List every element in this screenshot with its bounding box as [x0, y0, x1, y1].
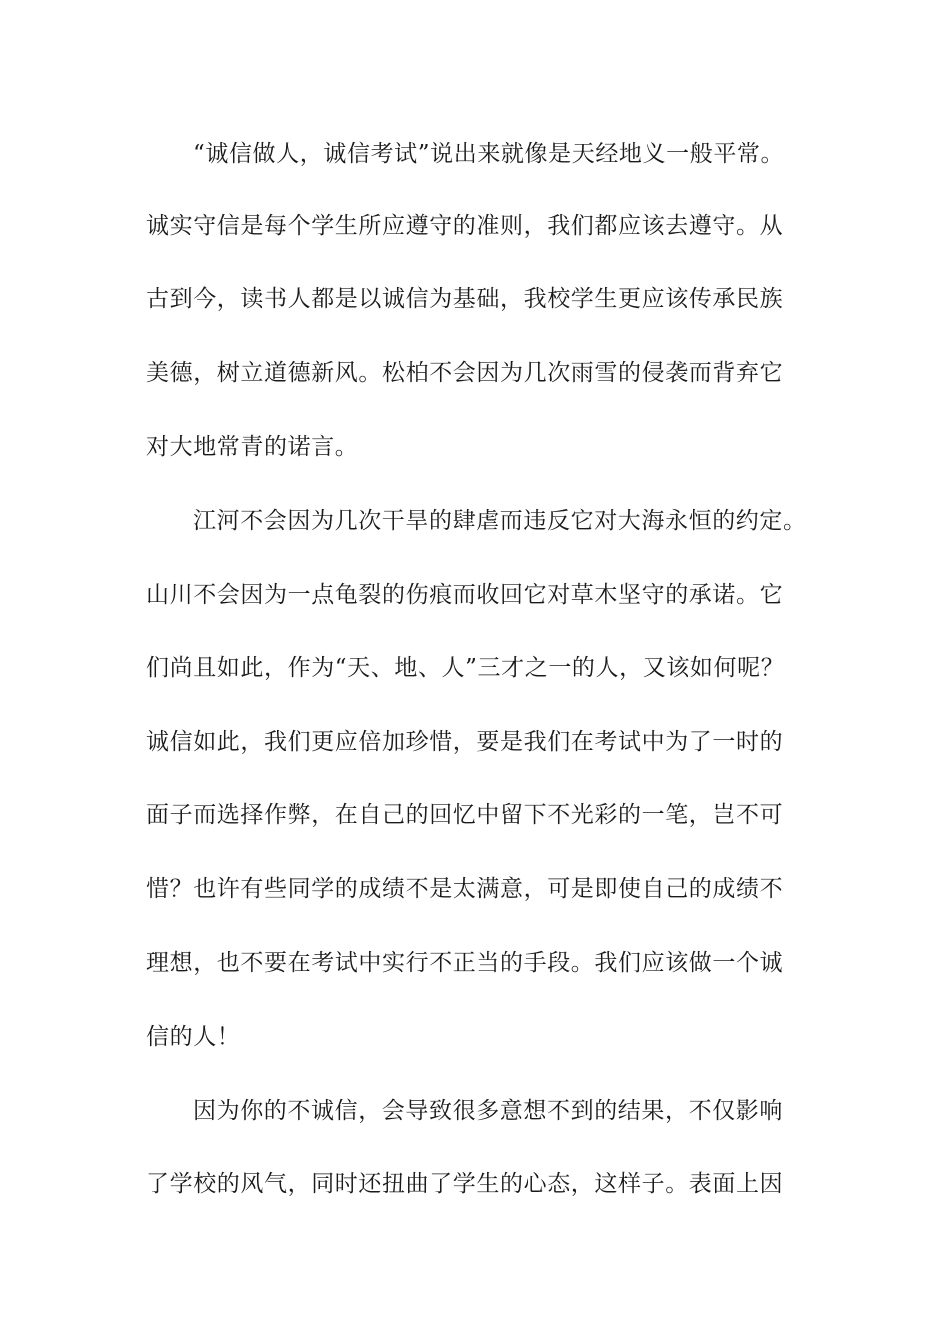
paragraph-2-line-2: 山川不会因为一点龟裂的伤痕而收回它对草木坚守的承诺。它: [146, 582, 784, 608]
paragraph-2-line-8: 信的人！: [146, 1024, 241, 1050]
paragraph-2-line-5: 面子而选择作弊，在自己的回忆中留下不光彩的一笔，岂不可: [146, 802, 784, 828]
paragraph-1-line-5: 对大地常青的诺言。: [146, 434, 359, 460]
paragraph-1-line-3: 古到今，读书人都是以诚信为基础，我校学生更应该传承民族: [146, 286, 784, 312]
paragraph-3-line-1: 因为你的不诚信，会导致很多意想不到的结果，不仅影响: [193, 1098, 783, 1124]
paragraph-2-line-6: 惜？也许有些同学的成绩不是太满意，可是即使自己的成绩不: [146, 876, 784, 902]
paragraph-3-line-2: 了学校的风气，同时还扭曲了学生的心态，这样子。表面上因: [146, 1171, 784, 1197]
paragraph-2-line-3: 们尚且如此，作为“天、地、人”三才之一的人，又该如何呢？: [146, 655, 785, 681]
paragraph-1-line-1: “诚信做人，诚信考试”说出来就像是天经地义一般平常。: [193, 141, 785, 167]
paragraph-2-line-4: 诚信如此，我们更应倍加珍惜，要是我们在考试中为了一时的: [146, 729, 784, 755]
paragraph-1-line-2: 诚实守信是每个学生所应遵守的准则，我们都应该去遵守。从: [146, 213, 784, 239]
paragraph-1-line-4: 美德，树立道德新风。松柏不会因为几次雨雪的侵袭而背弃它: [146, 360, 784, 386]
paragraph-2-line-1: 江河不会因为几次干旱的肆虐而违反它对大海永恒的约定。: [193, 508, 807, 534]
paragraph-2-line-7: 理想，也不要在考试中实行不正当的手段。我们应该做一个诚: [146, 950, 784, 976]
